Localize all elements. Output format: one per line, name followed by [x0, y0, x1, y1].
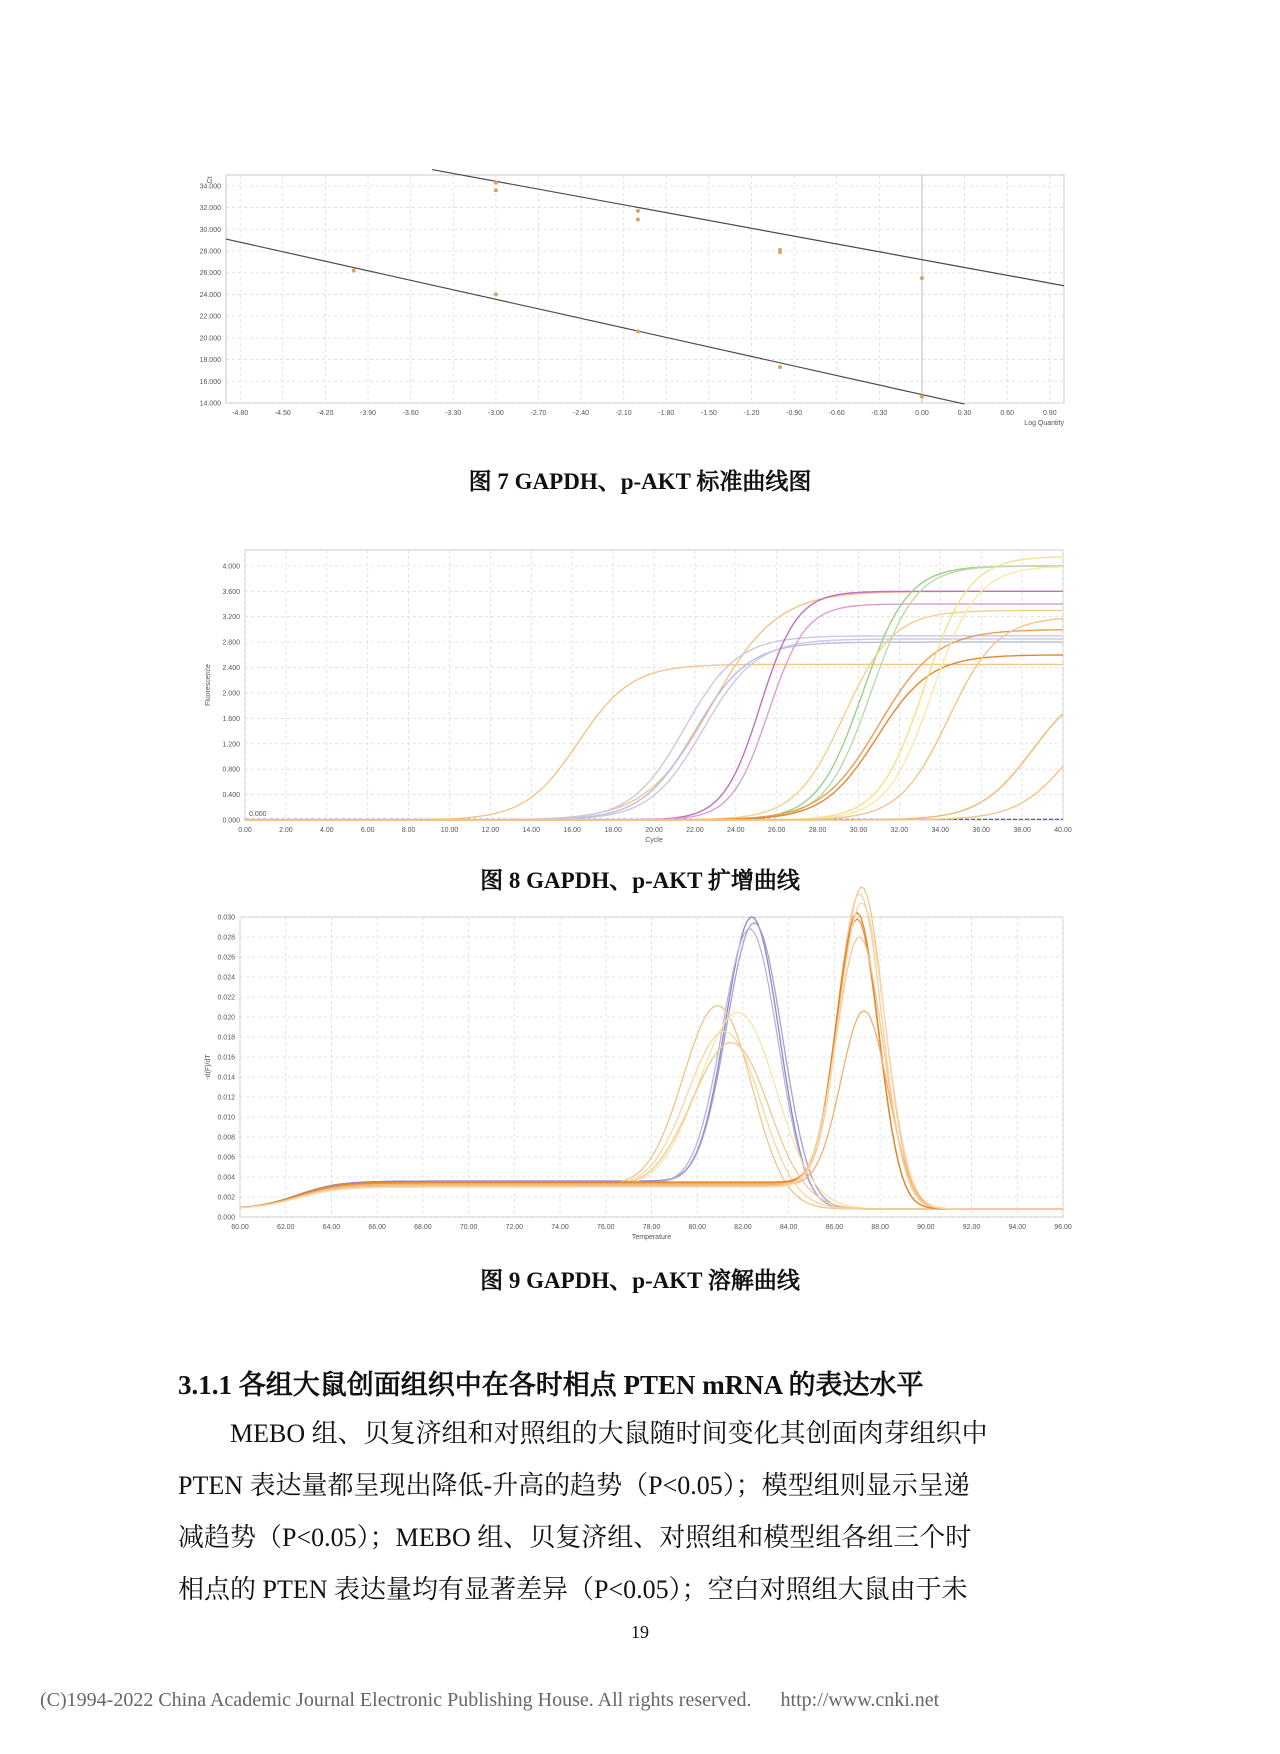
x-tick-label: -1.50	[700, 410, 717, 417]
y-tick-label: 28.000	[199, 248, 221, 256]
x-tick-label: 10.00	[440, 827, 459, 834]
data-point	[352, 269, 356, 273]
melt-curve-chart	[200, 915, 1070, 1245]
data-point	[778, 365, 782, 369]
x-tick-label: 14.00	[522, 827, 541, 834]
y-tick-label: 0.026	[217, 954, 235, 962]
y-tick-label: 0.002	[217, 1194, 235, 1202]
y-tick-label: 16.000	[199, 378, 221, 386]
y-tick-label: 3.600	[222, 588, 240, 596]
figure-9-melt-curve	[200, 915, 1070, 1245]
x-tick-label: 12.00	[481, 827, 500, 834]
data-point	[636, 209, 640, 213]
x-tick-label: -3.30	[445, 410, 462, 417]
x-tick-label: 40.00	[1054, 827, 1072, 834]
x-tick-label: -0.30	[871, 410, 888, 417]
x-tick-label: 0.00	[238, 827, 252, 834]
figure-7-caption: 图 7 GAPDH、p-AKT 标准曲线图	[468, 469, 812, 494]
x-tick-label: 18.00	[604, 827, 622, 834]
y-tick-label: 0.010	[217, 1114, 235, 1122]
y-tick-label: 2.400	[222, 665, 240, 673]
paragraph-line: PTEN 表达量都呈现出降低-升高的趋势（P<0.05）；模型组则显示呈递	[178, 1471, 970, 1500]
figure-8-caption: 图 8 GAPDH、p-AKT 扩增曲线	[480, 868, 800, 893]
y-tick-label: 4.000	[222, 563, 240, 571]
x-tick-label: -1.20	[743, 410, 760, 417]
x-tick-label: 4.00	[319, 827, 334, 834]
y-tick-label: 0.008	[217, 1134, 235, 1142]
x-tick-label: -4.80	[232, 410, 249, 417]
copyright-text: (C)1994-2022 China Academic Journal Electronic Publishing House. All rights reserved.	[40, 1689, 752, 1711]
page-number: 19	[631, 1622, 649, 1642]
x-tick-label: 90.00	[917, 1224, 935, 1231]
x-tick-label: 84.00	[779, 1224, 798, 1231]
x-tick-label: 38.00	[1013, 827, 1031, 834]
y-axis-label: -d(F)/dT	[205, 1054, 212, 1080]
y-tick-label: 0.028	[217, 934, 235, 942]
y-tick-label: 0.000	[222, 817, 240, 825]
x-tick-label: 80.00	[688, 1224, 706, 1231]
x-tick-label: 64.00	[322, 1224, 341, 1231]
x-tick-label: -3.00	[487, 410, 504, 417]
x-tick-label: 62.00	[276, 1224, 295, 1231]
standard-curve-chart	[200, 170, 1070, 445]
x-tick-label: 22.00	[686, 827, 704, 834]
x-tick-label: -0.90	[786, 410, 803, 417]
x-tick-label: 26.00	[767, 827, 786, 834]
x-tick-label: 0.30	[957, 410, 972, 417]
paragraph-line: MEBO 组、贝复济组和对照组的大鼠随时间变化其创面肉芽组织中	[178, 1419, 988, 1448]
x-tick-label: 82.00	[734, 1224, 752, 1231]
y-tick-label: 22.000	[199, 313, 221, 321]
threshold-label: 0.000	[249, 811, 267, 819]
x-tick-label: 60.00	[231, 1224, 249, 1231]
x-tick-label: -1.80	[658, 410, 675, 417]
data-point	[778, 250, 782, 254]
paragraph-line: 相点的 PTEN 表达量均有显著差异（P<0.05）；空白对照组大鼠由于未	[178, 1575, 968, 1604]
paragraph-line: 减趋势（P<0.05）；MEBO 组、贝复济组、对照组和模型组各组三个时	[178, 1523, 972, 1552]
x-tick-label: -4.20	[317, 410, 334, 417]
x-tick-label: 34.00	[931, 827, 950, 834]
x-tick-label: 8.00	[401, 827, 416, 834]
x-axis-label: Temperature	[631, 1234, 672, 1241]
x-tick-label: 74.00	[551, 1224, 569, 1231]
x-tick-label: 28.00	[808, 827, 827, 834]
y-tick-label: 20.000	[199, 335, 221, 343]
y-tick-label: 0.016	[217, 1054, 235, 1062]
x-tick-label: 76.00	[597, 1224, 615, 1231]
y-axis-label: Ct	[207, 176, 214, 184]
y-tick-label: 14.000	[199, 400, 221, 408]
y-tick-label: 1.600	[222, 715, 240, 723]
figure-9-caption: 图 9 GAPDH、p-AKT 溶解曲线	[480, 1268, 800, 1293]
y-tick-label: 34.000	[199, 183, 221, 191]
y-tick-label: 0.400	[222, 792, 240, 800]
x-tick-label: 70.00	[459, 1224, 478, 1231]
y-tick-label: 26.000	[199, 270, 221, 278]
y-tick-label: 0.000	[217, 1214, 235, 1222]
y-tick-label: 0.018	[217, 1034, 235, 1042]
y-tick-label: 0.012	[217, 1094, 235, 1102]
x-tick-label: 6.00	[360, 827, 375, 834]
footer-url: http://www.cnki.net	[780, 1689, 940, 1711]
x-tick-label: -3.90	[360, 410, 377, 417]
y-tick-label: 0.006	[217, 1154, 235, 1162]
y-tick-label: 3.200	[222, 614, 240, 622]
x-tick-label: 68.00	[414, 1224, 432, 1231]
y-tick-label: 0.014	[217, 1074, 235, 1082]
data-point	[636, 329, 640, 333]
x-tick-label: 0.90	[1042, 410, 1057, 417]
copyright-footer	[40, 1689, 963, 1712]
x-tick-label: 66.00	[368, 1224, 386, 1231]
x-tick-label: -3.60	[402, 410, 419, 417]
y-tick-label: 24.000	[199, 291, 221, 299]
y-tick-label: 2.000	[222, 690, 240, 698]
x-tick-label: 88.00	[871, 1224, 889, 1231]
amplification-curve-chart	[200, 545, 1070, 845]
body-paragraph	[178, 1408, 1098, 1616]
x-tick-label: 0.00	[915, 410, 929, 417]
data-point	[920, 276, 924, 280]
y-tick-label: 2.800	[222, 639, 240, 647]
x-axis-label: Cycle	[645, 837, 663, 844]
x-tick-label: 20.00	[645, 827, 663, 834]
x-tick-label: 86.00	[825, 1224, 844, 1231]
data-point	[494, 292, 498, 296]
data-point	[920, 394, 924, 398]
y-tick-label: 0.024	[217, 974, 235, 982]
y-tick-label: 1.200	[222, 741, 240, 749]
x-tick-label: 30.00	[849, 827, 868, 834]
y-tick-label: 0.004	[217, 1174, 235, 1182]
x-tick-label: -2.40	[573, 410, 590, 417]
x-axis-label: Log Quantity	[1024, 420, 1064, 427]
x-tick-label: 0.60	[1000, 410, 1014, 417]
figure-8-amplification-curve	[200, 545, 1070, 845]
data-point	[636, 218, 640, 222]
x-tick-label: -2.10	[615, 410, 632, 417]
x-tick-label: 94.00	[1008, 1224, 1027, 1231]
x-tick-label: 16.00	[563, 827, 581, 834]
x-tick-label: -4.50	[274, 410, 291, 417]
figure-7-standard-curve	[200, 170, 1070, 445]
y-tick-label: 0.022	[217, 994, 235, 1002]
x-tick-label: 78.00	[642, 1224, 661, 1231]
x-tick-label: -2.70	[530, 410, 547, 417]
x-tick-label: 2.00	[279, 827, 293, 834]
y-axis-label: Fluorescence	[205, 663, 212, 707]
y-tick-label: 18.000	[199, 357, 221, 365]
x-tick-label: 92.00	[962, 1224, 981, 1231]
y-tick-label: 30.000	[199, 226, 221, 234]
section-heading: 3.1.1 各组大鼠创面组织中在各时相点 PTEN mRNA 的表达水平	[178, 1370, 924, 1400]
data-point	[494, 188, 498, 192]
y-tick-label: 0.020	[217, 1014, 235, 1022]
x-tick-label: 72.00	[505, 1224, 524, 1231]
y-tick-label: 0.030	[217, 914, 235, 922]
x-tick-label: 24.00	[727, 827, 745, 834]
data-point	[494, 181, 498, 185]
y-tick-label: 0.800	[222, 766, 240, 774]
x-tick-label: 36.00	[972, 827, 990, 834]
x-tick-label: 96.00	[1054, 1224, 1072, 1231]
x-tick-label: 32.00	[890, 827, 909, 834]
x-tick-label: -0.60	[828, 410, 845, 417]
y-tick-label: 32.000	[199, 205, 221, 213]
